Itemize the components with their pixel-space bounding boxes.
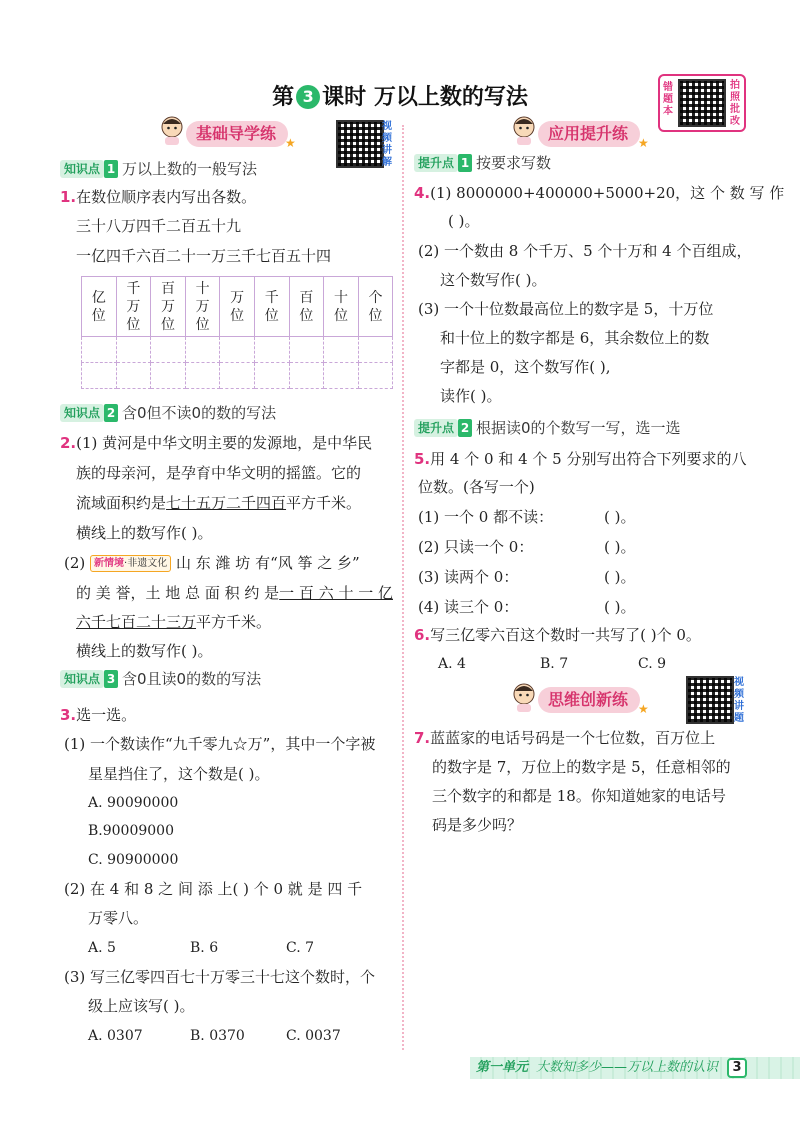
q6-option-c[interactable]: C. 9 (638, 656, 667, 672)
q2-part-2-line-3: 六千七百二十三万平方千米。 (76, 613, 272, 631)
q3-sub-3-option-b[interactable]: B. 0370 (190, 1028, 245, 1044)
q4-line-1: 4.(1) 8000000+400000+5000+20，这 个 数 写 作 (414, 184, 785, 202)
q7-line-2: 的数字是 7，万位上的数字是 5，任意相邻的 (432, 758, 731, 776)
mascot-icon (512, 683, 536, 713)
q6-option-b[interactable]: B. 7 (540, 656, 569, 672)
q4-line-3: (2) 一个数由 8 个千万、5 个十万和 4 个百组成， (418, 242, 752, 260)
q5-answer-1[interactable]: ( )。 (604, 508, 636, 526)
knowledge-point-2: 知识点 2 含0但不读0的数的写法 (60, 402, 276, 424)
q2-part-2-line-1: (2) 新情境·非遗文化 山 东 潍 坊 有“风 筝 之 乡” (64, 554, 360, 572)
q4-answer-3-reading[interactable]: 读作( )。 (440, 387, 502, 405)
q4-line-6: 和十位上的数字都是 6，其余数位上的数 (440, 329, 710, 347)
place-value-cell[interactable] (82, 363, 117, 389)
q3-sub-2-option-c[interactable]: C. 7 (286, 940, 315, 956)
new-context-badge: 新情境·非遗文化 (90, 555, 171, 572)
question-3-stem: 3.选一选。 (60, 706, 137, 724)
place-value-cell[interactable] (358, 337, 393, 363)
q5-answer-3[interactable]: ( )。 (604, 568, 636, 586)
section-banner-thinking: 思维创新练 (538, 687, 640, 713)
place-value-header-3: 十 万 位 (185, 277, 220, 337)
q3-sub-3-option-a[interactable]: A. 0307 (88, 1028, 143, 1044)
qr-panel-video-left[interactable] (336, 120, 392, 170)
place-value-cell[interactable] (151, 337, 186, 363)
place-value-header-7: 十 位 (324, 277, 359, 337)
q3-sub-1-option-a[interactable]: A. 90090000 (88, 795, 179, 811)
place-value-cell[interactable] (220, 337, 255, 363)
q3-sub-2-line-1[interactable]: (2) 在 4 和 8 之 间 添 上( ) 个 0 就 是 四 千 (64, 880, 363, 898)
column-divider (402, 125, 404, 1050)
place-value-header-4: 万 位 (220, 277, 255, 337)
q7-line-1: 7.蓝蓝家的电话号码是一个七位数，百万位上 (414, 729, 716, 747)
q4-answer-3[interactable]: 字都是 0，这个数写作( ), (440, 358, 611, 376)
q3-sub-2-option-b[interactable]: B. 6 (190, 940, 219, 956)
mascot-icon (160, 116, 184, 146)
q3-sub-2-option-a[interactable]: A. 5 (88, 940, 116, 956)
q3-sub-3-option-c[interactable]: C. 0037 (286, 1028, 341, 1044)
q3-sub-1-option-c[interactable]: C. 90900000 (88, 852, 179, 868)
q5-answer-2[interactable]: ( )。 (604, 538, 636, 556)
mascot-icon (512, 116, 536, 146)
q3-sub-1-line-1: (1) 一个数读作“九千零九☆万”，其中一个字被 (64, 735, 376, 753)
q3-sub-1-line-2[interactable]: 星星挡住了，这个数是( )。 (88, 765, 270, 783)
q5-item-3: (3) 读两个 0： (418, 568, 519, 586)
place-value-cell[interactable] (185, 337, 220, 363)
place-value-cell[interactable] (116, 337, 151, 363)
place-value-header-1: 千 万 位 (116, 277, 151, 337)
qr-left-tag: 错题本 (663, 82, 673, 117)
q7-line-4: 码是多少吗？ (432, 816, 523, 834)
q2-part-2-line-2: 的 美 誉，土 地 总 面 积 约 是一 百 六 十 一 亿 (76, 584, 393, 602)
q1-number-1: 三十八万四千二百五十九 (76, 217, 242, 235)
place-value-cell[interactable] (151, 363, 186, 389)
section-banner-applied: 应用提升练 (538, 121, 640, 147)
q3-sub-3-line-1: (3) 写三亿零四百七十万零三十七这个数时，个 (64, 968, 376, 986)
improvement-point-2: 提升点 2 根据读0的个数写一写，选一选 (414, 417, 681, 439)
q7-line-3: 三个数字的和都是 18。你知道她家的电话号 (432, 787, 726, 805)
q3-sub-1-option-b[interactable]: B.90009000 (88, 823, 174, 839)
q2-line-2: 族的母亲河，是孕育中华文明的摇篮。它的 (76, 464, 362, 482)
place-value-cell[interactable] (324, 337, 359, 363)
qr-tag: 视频讲解 (382, 121, 392, 168)
q4-answer-1[interactable]: ( )。 (448, 212, 480, 230)
q2-line-1: 2.(1) 黄河是中华文明主要的发源地，是中华民 (60, 434, 373, 452)
place-value-header-6: 百 位 (289, 277, 324, 337)
q3-sub-3-line-2[interactable]: 级上应该写( )。 (88, 997, 195, 1015)
place-value-table (81, 276, 393, 389)
q4-line-5: (3) 一个十位数最高位上的数字是 5，十万位 (418, 300, 714, 318)
place-value-header-5: 千 位 (254, 277, 289, 337)
qr-tag: 视频讲题 (734, 677, 744, 724)
improvement-point-1: 提升点 1 按要求写数 (414, 152, 551, 174)
q2-answer-2[interactable]: 横线上的数写作( )。 (76, 642, 213, 660)
place-value-header-8: 个 位 (358, 277, 393, 337)
q5-line-1: 5.用 4 个 0 和 4 个 5 分别写出符合下列要求的八 (414, 450, 747, 468)
place-value-header-2: 百 万 位 (151, 277, 186, 337)
page-title: 第 3 课时 万以上数的写法 (272, 85, 528, 110)
place-value-cell[interactable] (185, 363, 220, 389)
q5-item-4: (4) 读三个 0： (418, 598, 519, 616)
place-value-cell[interactable] (254, 363, 289, 389)
q6-option-a[interactable]: A. 4 (438, 656, 466, 672)
footer-unit-title: 第一单元 大数知多少——万以上数的认识 (475, 1060, 718, 1075)
q1-number-2: 一亿四千六百二十一万三千七百五十四 (76, 247, 332, 265)
star-icon: ★ (285, 136, 296, 150)
q5-answer-4[interactable]: ( )。 (604, 598, 636, 616)
place-value-cell[interactable] (254, 337, 289, 363)
q5-item-1: (1) 一个 0 都不读： (418, 508, 554, 526)
q2-answer-1[interactable]: 横线上的数写作( )。 (76, 524, 213, 542)
place-value-cell[interactable] (116, 363, 151, 389)
place-value-cell[interactable] (82, 337, 117, 363)
knowledge-point-3: 知识点 3 含0且读0的数的写法 (60, 668, 261, 690)
place-value-cell[interactable] (289, 337, 324, 363)
qr-code-icon[interactable] (686, 676, 734, 724)
place-value-cell[interactable] (324, 363, 359, 389)
qr-right-tag: 拍照批改 (730, 80, 740, 127)
lesson-number-badge: 3 (296, 85, 320, 109)
q2-line-3: 流域面积约是七十五万二千四百平方千米。 (76, 494, 362, 512)
star-icon: ★ (638, 702, 649, 716)
qr-code-icon[interactable] (678, 79, 726, 127)
q5-item-2: (2) 只读一个 0： (418, 538, 534, 556)
place-value-cell[interactable] (220, 363, 255, 389)
qr-panel-error-book[interactable] (658, 74, 746, 132)
q5-line-2: 位数。(各写一个) (418, 478, 535, 496)
place-value-cell[interactable] (289, 363, 324, 389)
place-value-header-0: 亿 位 (82, 277, 117, 337)
star-icon: ★ (638, 136, 649, 150)
section-banner-basic: 基础导学练 (186, 121, 288, 147)
q4-answer-2[interactable]: 这个数写作( )。 (440, 271, 547, 289)
q3-sub-2-line-2: 万零八。 (88, 909, 149, 927)
knowledge-point-1: 知识点 1 万以上数的一般写法 (60, 158, 257, 180)
question-6[interactable]: 6.写三亿零六百这个数时一共写了( )个 0。 (414, 626, 701, 644)
page-number: 3 (727, 1058, 747, 1078)
question-1-stem: 1.在数位顺序表内写出各数。 (60, 188, 257, 206)
qr-panel-video-right[interactable] (686, 676, 746, 726)
place-value-cell[interactable] (358, 363, 393, 389)
qr-code-icon[interactable] (336, 120, 384, 168)
